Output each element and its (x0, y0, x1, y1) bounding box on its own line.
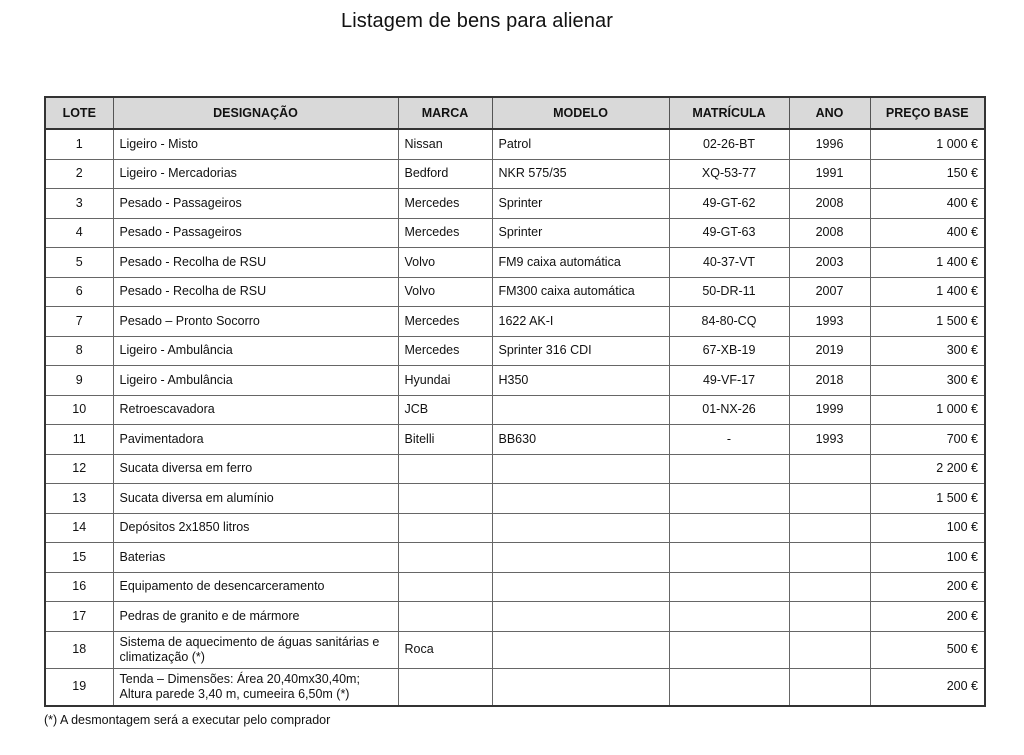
cell-marca (398, 543, 492, 573)
cell-lote: 4 (45, 218, 113, 248)
cell-preco: 200 € (870, 572, 985, 602)
cell-ano: 1991 (789, 159, 870, 189)
cell-matricula (669, 668, 789, 706)
cell-designacao: Tenda – Dimensões: Área 20,40mx30,40m; Altura parede 3,40 m, cumeeira 6,50m (*) (113, 668, 398, 706)
cell-marca: Bitelli (398, 425, 492, 455)
cell-marca: Mercedes (398, 336, 492, 366)
cell-modelo (492, 668, 669, 706)
cell-matricula (669, 631, 789, 668)
table-row (45, 129, 985, 159)
cell-matricula: 02-26-BT (669, 129, 789, 159)
cell-preco: 100 € (870, 513, 985, 543)
cell-designacao: Sistema de aquecimento de águas sanitárias e climatização (*) (113, 631, 398, 668)
table-row (45, 668, 985, 706)
cell-ano: 2008 (789, 218, 870, 248)
cell-preco: 1 000 € (870, 395, 985, 425)
header-preco: PREÇO BASE (870, 97, 985, 129)
table-row (45, 218, 985, 248)
cell-modelo (492, 454, 669, 484)
header-marca: MARCA (398, 97, 492, 129)
cell-ano: 1996 (789, 129, 870, 159)
cell-modelo: Sprinter (492, 218, 669, 248)
cell-designacao: Pesado - Passageiros (113, 218, 398, 248)
cell-modelo: Sprinter 316 CDI (492, 336, 669, 366)
cell-designacao: Pedras de granito e de mármore (113, 602, 398, 632)
cell-preco: 300 € (870, 336, 985, 366)
cell-modelo (492, 484, 669, 514)
header-modelo: MODELO (492, 97, 669, 129)
cell-designacao: Retroescavadora (113, 395, 398, 425)
cell-modelo (492, 572, 669, 602)
table-row (45, 543, 985, 573)
cell-marca: Volvo (398, 277, 492, 307)
cell-modelo (492, 631, 669, 668)
table-row (45, 159, 985, 189)
cell-preco: 1 400 € (870, 277, 985, 307)
table-row (45, 248, 985, 278)
cell-matricula: 01-NX-26 (669, 395, 789, 425)
page-title: Listagem de bens para alienar (341, 10, 613, 32)
cell-ano: 2007 (789, 277, 870, 307)
cell-matricula: 84-80-CQ (669, 307, 789, 337)
cell-marca: Nissan (398, 129, 492, 159)
cell-preco: 200 € (870, 602, 985, 632)
table-row (45, 189, 985, 219)
cell-ano (789, 543, 870, 573)
cell-lote: 3 (45, 189, 113, 219)
cell-modelo: H350 (492, 366, 669, 396)
cell-preco: 500 € (870, 631, 985, 668)
cell-marca: Mercedes (398, 307, 492, 337)
cell-marca: Roca (398, 631, 492, 668)
cell-designacao: Pesado - Recolha de RSU (113, 248, 398, 278)
cell-marca (398, 572, 492, 602)
cell-ano (789, 572, 870, 602)
cell-designacao: Ligeiro - Mercadorias (113, 159, 398, 189)
cell-lote: 16 (45, 572, 113, 602)
cell-designacao: Equipamento de desencarceramento (113, 572, 398, 602)
table-row (45, 484, 985, 514)
cell-matricula: 40-37-VT (669, 248, 789, 278)
cell-matricula (669, 454, 789, 484)
cell-modelo: Sprinter (492, 189, 669, 219)
cell-lote: 13 (45, 484, 113, 514)
cell-lote: 8 (45, 336, 113, 366)
cell-matricula (669, 572, 789, 602)
table-row (45, 425, 985, 455)
cell-marca (398, 668, 492, 706)
cell-preco: 700 € (870, 425, 985, 455)
cell-lote: 5 (45, 248, 113, 278)
cell-preco: 2 200 € (870, 454, 985, 484)
cell-lote: 17 (45, 602, 113, 632)
header-ano: ANO (789, 97, 870, 129)
cell-marca: Mercedes (398, 189, 492, 219)
cell-matricula (669, 484, 789, 514)
table-row (45, 366, 985, 396)
cell-preco: 1 400 € (870, 248, 985, 278)
cell-modelo: BB630 (492, 425, 669, 455)
cell-modelo (492, 543, 669, 573)
cell-preco: 150 € (870, 159, 985, 189)
cell-designacao: Pesado - Recolha de RSU (113, 277, 398, 307)
cell-lote: 1 (45, 129, 113, 159)
cell-modelo: FM300 caixa automática (492, 277, 669, 307)
table-row (45, 277, 985, 307)
cell-marca (398, 602, 492, 632)
cell-lote: 6 (45, 277, 113, 307)
header-matricula: MATRÍCULA (669, 97, 789, 129)
cell-ano: 2019 (789, 336, 870, 366)
cell-matricula: 49-GT-63 (669, 218, 789, 248)
cell-lote: 7 (45, 307, 113, 337)
table-row (45, 631, 985, 668)
cell-matricula: 50-DR-11 (669, 277, 789, 307)
cell-ano (789, 484, 870, 514)
cell-modelo: NKR 575/35 (492, 159, 669, 189)
cell-modelo (492, 395, 669, 425)
table-row (45, 572, 985, 602)
cell-ano (789, 631, 870, 668)
header-designacao: DESIGNAÇÃO (113, 97, 398, 129)
cell-modelo (492, 513, 669, 543)
cell-lote: 19 (45, 668, 113, 706)
cell-designacao: Baterias (113, 543, 398, 573)
cell-marca (398, 513, 492, 543)
cell-lote: 10 (45, 395, 113, 425)
cell-lote: 15 (45, 543, 113, 573)
cell-marca (398, 454, 492, 484)
cell-designacao: Depósitos 2x1850 litros (113, 513, 398, 543)
cell-marca: Hyundai (398, 366, 492, 396)
cell-ano: 2018 (789, 366, 870, 396)
cell-preco: 300 € (870, 366, 985, 396)
table-row (45, 395, 985, 425)
cell-matricula (669, 602, 789, 632)
header-lote: LOTE (45, 97, 113, 129)
cell-lote: 14 (45, 513, 113, 543)
cell-lote: 12 (45, 454, 113, 484)
cell-marca: Bedford (398, 159, 492, 189)
cell-preco: 1 000 € (870, 129, 985, 159)
cell-marca: Volvo (398, 248, 492, 278)
cell-ano (789, 602, 870, 632)
cell-marca: JCB (398, 395, 492, 425)
cell-lote: 18 (45, 631, 113, 668)
cell-designacao: Sucata diversa em ferro (113, 454, 398, 484)
cell-modelo: 1622 AK-I (492, 307, 669, 337)
cell-designacao: Pesado – Pronto Socorro (113, 307, 398, 337)
table-body (45, 129, 985, 706)
cell-marca (398, 484, 492, 514)
cell-preco: 100 € (870, 543, 985, 573)
cell-modelo: FM9 caixa automática (492, 248, 669, 278)
cell-ano (789, 668, 870, 706)
cell-designacao: Ligeiro - Ambulância (113, 366, 398, 396)
table-row (45, 513, 985, 543)
cell-preco: 400 € (870, 189, 985, 219)
table-row (45, 336, 985, 366)
cell-ano: 2003 (789, 248, 870, 278)
cell-modelo: Patrol (492, 129, 669, 159)
table-row (45, 307, 985, 337)
cell-preco: 1 500 € (870, 484, 985, 514)
table-row (45, 602, 985, 632)
cell-ano (789, 513, 870, 543)
assets-table (44, 96, 986, 707)
cell-ano: 2008 (789, 189, 870, 219)
cell-matricula: XQ-53-77 (669, 159, 789, 189)
cell-ano: 1999 (789, 395, 870, 425)
cell-marca: Mercedes (398, 218, 492, 248)
footnote: (*) A desmontagem será a executar pelo comprador (44, 713, 331, 727)
table-row (45, 454, 985, 484)
cell-lote: 9 (45, 366, 113, 396)
cell-matricula: 67-XB-19 (669, 336, 789, 366)
cell-lote: 11 (45, 425, 113, 455)
cell-matricula: 49-GT-62 (669, 189, 789, 219)
cell-preco: 1 500 € (870, 307, 985, 337)
cell-designacao: Ligeiro - Ambulância (113, 336, 398, 366)
cell-matricula: - (669, 425, 789, 455)
cell-designacao: Pesado - Passageiros (113, 189, 398, 219)
cell-ano (789, 454, 870, 484)
cell-lote: 2 (45, 159, 113, 189)
cell-designacao: Sucata diversa em alumínio (113, 484, 398, 514)
cell-ano: 1993 (789, 307, 870, 337)
cell-designacao: Pavimentadora (113, 425, 398, 455)
cell-matricula (669, 543, 789, 573)
table-header-row (45, 97, 985, 129)
cell-matricula (669, 513, 789, 543)
cell-ano: 1993 (789, 425, 870, 455)
cell-designacao: Ligeiro - Misto (113, 129, 398, 159)
cell-preco: 200 € (870, 668, 985, 706)
cell-matricula: 49-VF-17 (669, 366, 789, 396)
cell-preco: 400 € (870, 218, 985, 248)
cell-modelo (492, 602, 669, 632)
